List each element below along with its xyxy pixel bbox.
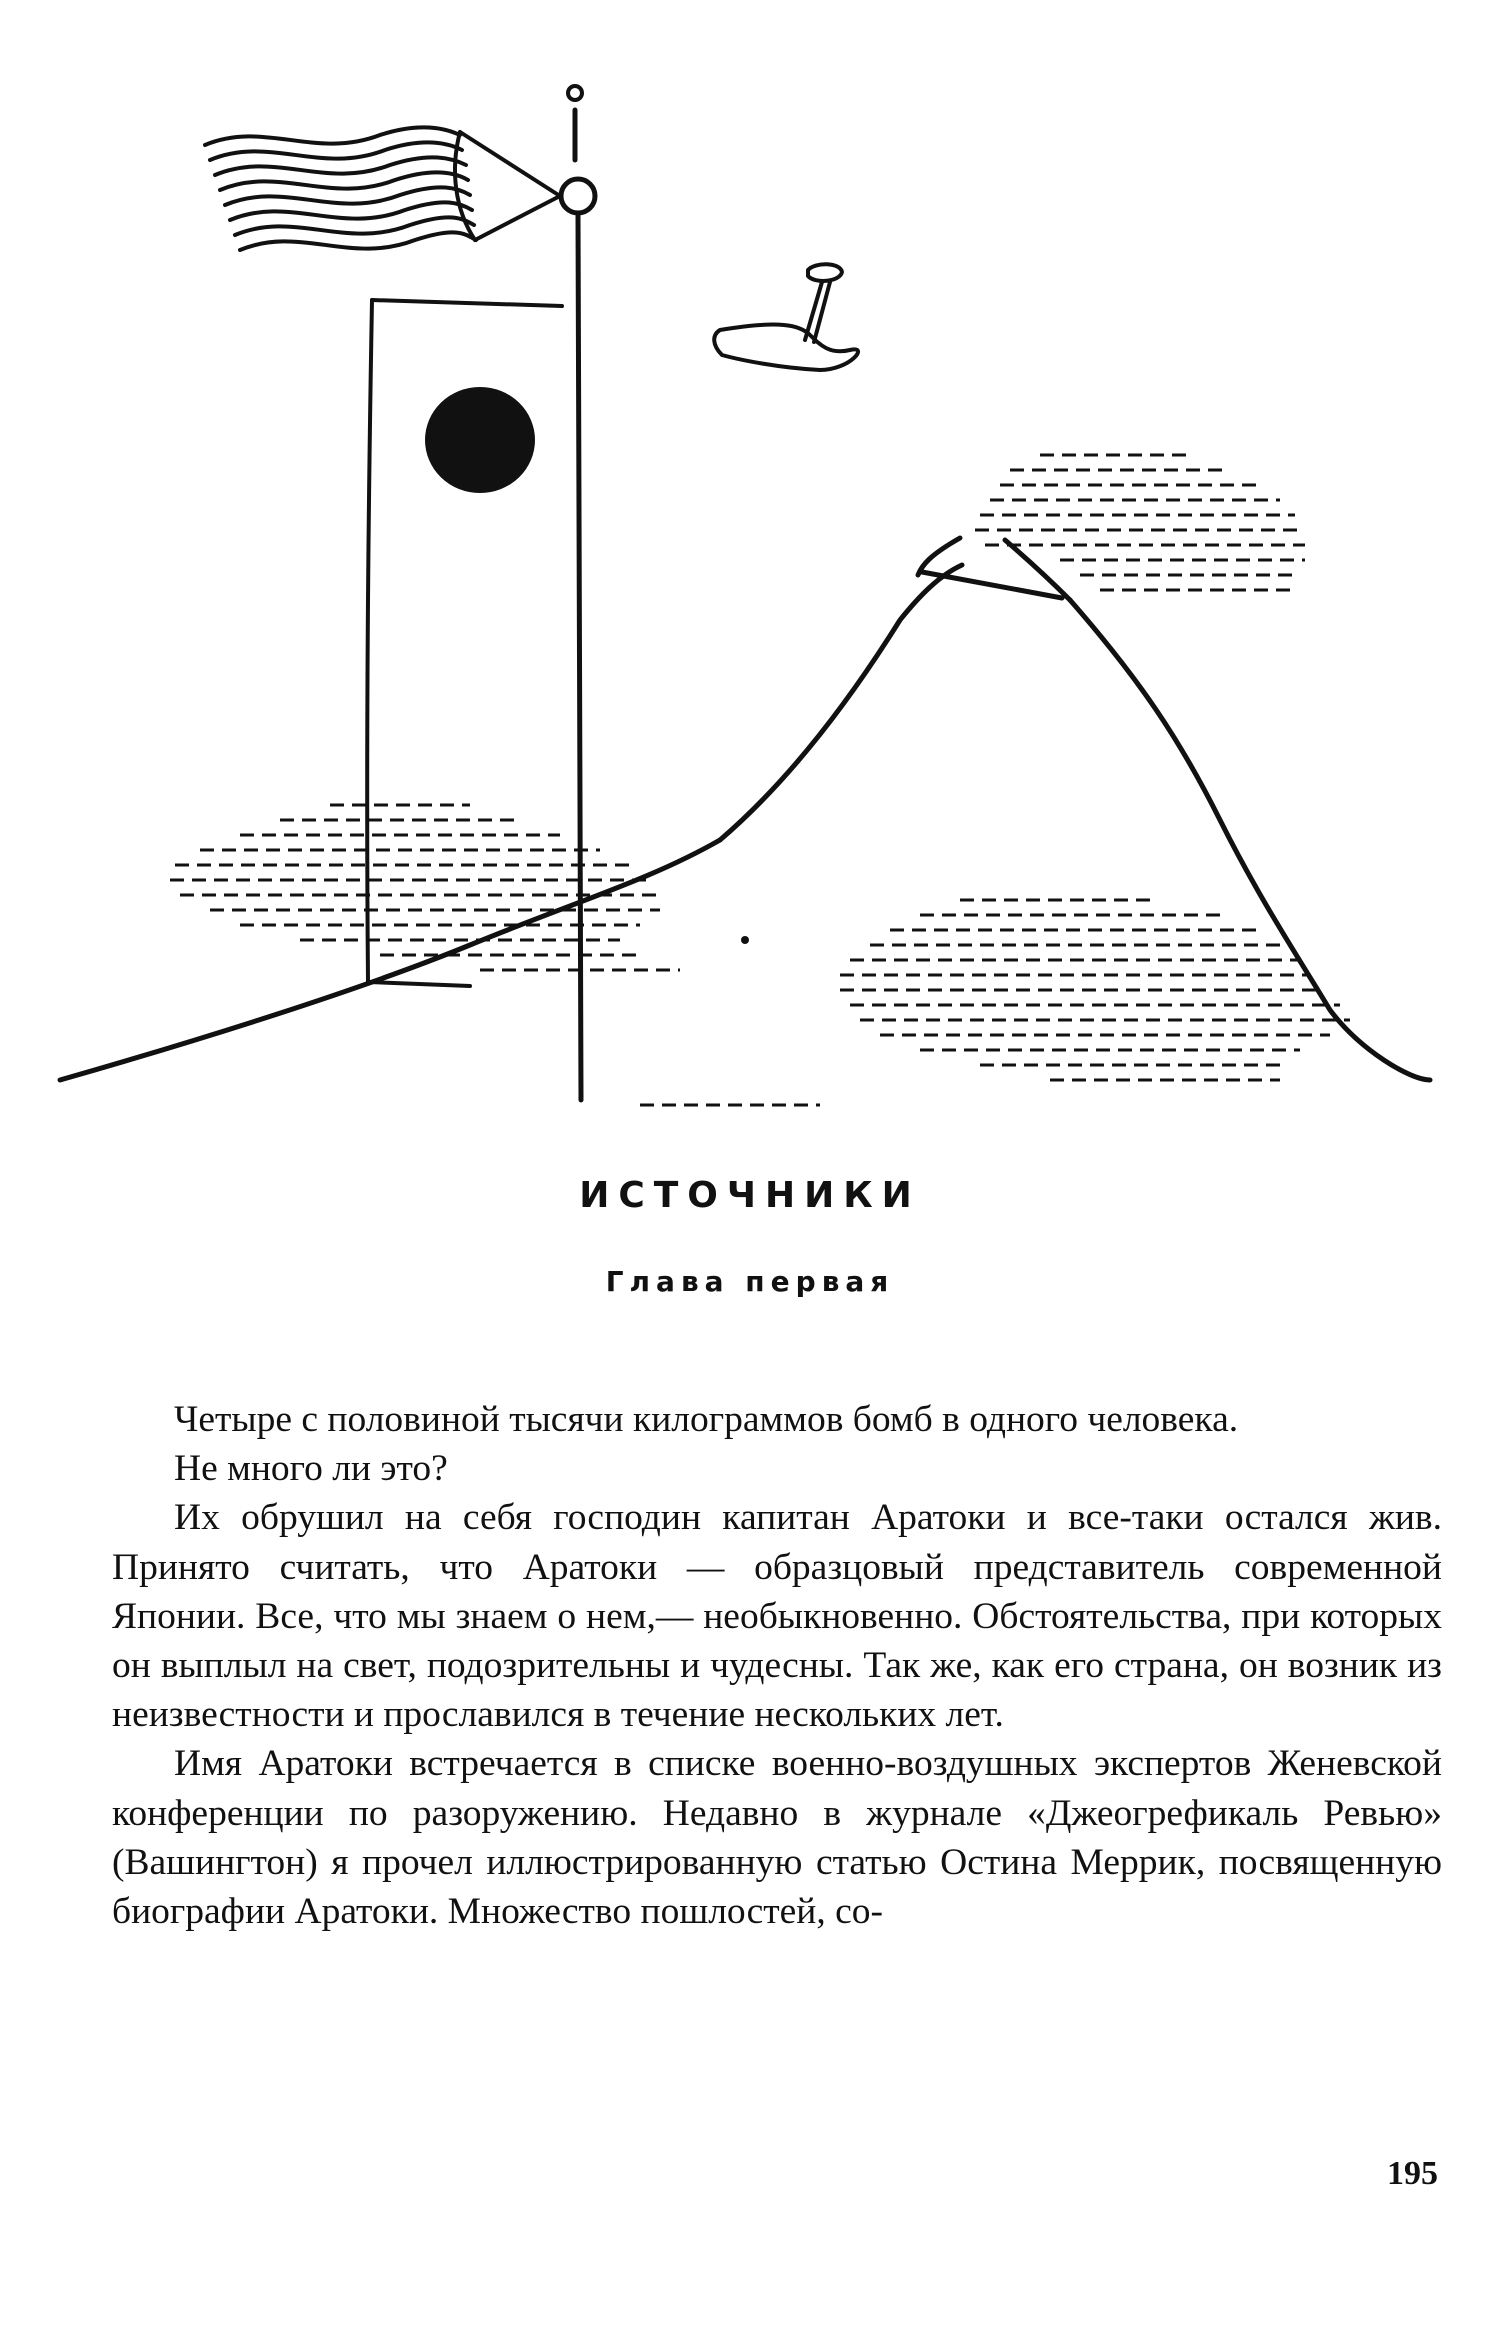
flag-icon: [205, 127, 560, 250]
airplane-icon: [714, 264, 858, 370]
chapter-title: Глава первая: [605, 1265, 895, 1298]
page-number: 195: [1387, 2155, 1438, 2192]
sun-disc-icon: [425, 387, 535, 493]
mountain-icon: [720, 538, 1430, 1080]
body-text: [112, 1395, 1442, 1936]
paragraph: Имя Аратоки встречается в списке военно-воздушных экспертов Женевской конференции по разоружению. Недавно в журнале «Джеогрефикаль Ревью» (Вашингтон) я прочел иллюстрированную статью Остина Меррик, посвященную биографии Аратоки. Множество пошлостей, со-: [112, 1743, 1442, 1933]
section-title: ИСТОЧНИКИ: [579, 1175, 921, 1216]
paragraph: Четыре с половиной тысячи килограммов бомб в одного человека.: [174, 1399, 1239, 1440]
paragraph: Не много ли это?: [174, 1448, 448, 1490]
cloud-icon: [170, 455, 1350, 1105]
flagpole-icon: [561, 86, 595, 1100]
paragraph: Их обрушил на себя господин капитан Аратоки и все-таки остался жив. Принято считать, что Аратоки — образцовый представитель современной Японии. Все, что мы знаем о нем,— необыкновенно. Обстоятельства, при которых он выплыл на свет, подозрительны и чудесны. Так же, как его страна, он возник из неизвестности и прославился в течение нескольких лет.: [112, 1497, 1442, 1736]
ground-line: [60, 840, 720, 1080]
illustration: [0, 0, 1500, 1140]
